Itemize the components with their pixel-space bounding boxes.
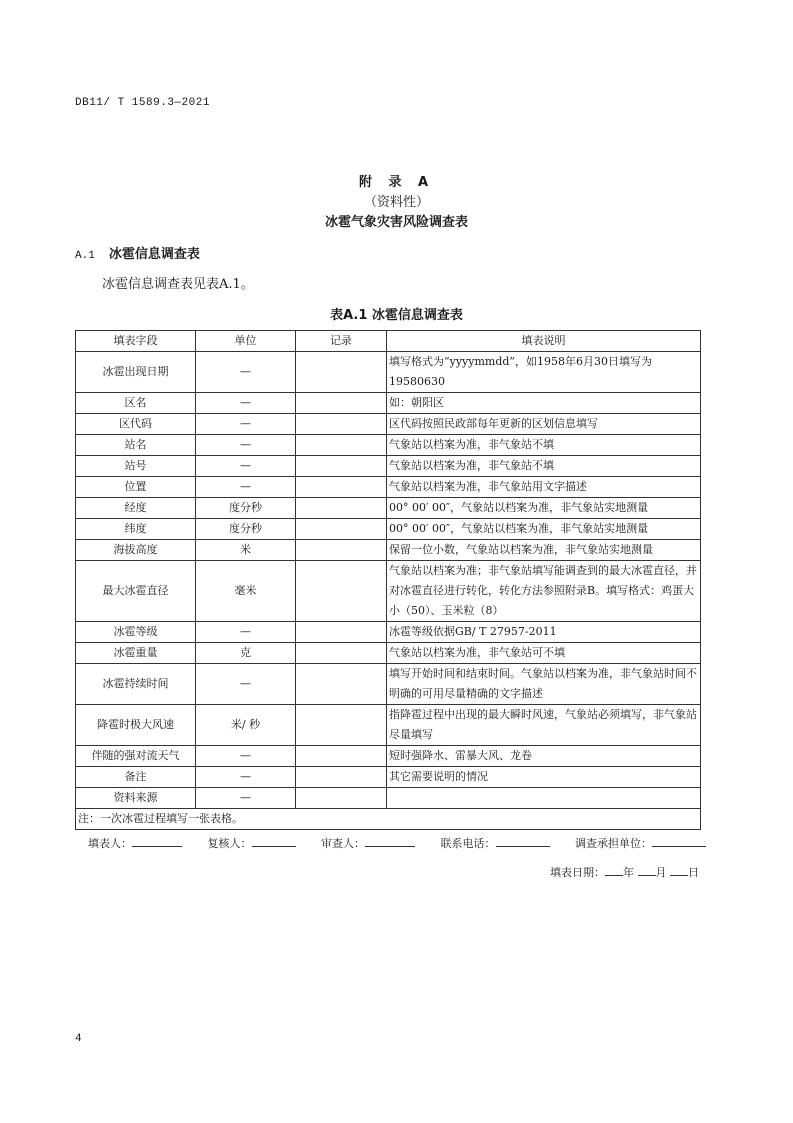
- table-row: [76, 498, 701, 519]
- row-field: 冰雹出现日期: [76, 352, 196, 393]
- row-unit: —: [196, 393, 296, 414]
- table-row: [76, 788, 701, 809]
- table-caption: 表A.1 冰雹信息调查表: [330, 308, 463, 323]
- table-row: [76, 561, 701, 622]
- row-record[interactable]: [296, 393, 387, 414]
- header-record: 记录: [296, 331, 387, 352]
- table-footnote: 注：一次冰雹过程填写一张表格。: [76, 809, 701, 830]
- row-note: 气象站以档案为准；非气象站填写能调查到的最大冰雹直径，并对冰雹直径进行转化，转化方法参照附录B。填写格式：鸡蛋大小（50）、玉米粒（8）: [387, 561, 701, 622]
- auditor-label: 审查人：: [321, 837, 365, 850]
- appendix-type: （资料性）: [363, 195, 429, 210]
- fill-date-line: [550, 864, 699, 880]
- row-field: 冰雹等级: [76, 622, 196, 643]
- row-record[interactable]: [296, 477, 387, 498]
- row-unit: —: [196, 352, 296, 393]
- table-row: [76, 352, 701, 393]
- appendix-title: 冰雹气象灾害风险调查表: [324, 215, 468, 230]
- row-note: 区代码按照民政部每年更新的区划信息填写: [387, 414, 701, 435]
- row-note: 保留一位小数，气象站以档案为准，非气象站实地测量: [387, 540, 701, 561]
- table-row: [76, 705, 701, 746]
- row-record[interactable]: [296, 622, 387, 643]
- header-field: 填表字段: [76, 331, 196, 352]
- row-field: 海拔高度: [76, 540, 196, 561]
- row-field: 区代码: [76, 414, 196, 435]
- row-field: 纬度: [76, 519, 196, 540]
- row-unit: 度分秒: [196, 498, 296, 519]
- unit-blank[interactable]: [652, 835, 706, 847]
- filler-label: 填表人：: [88, 837, 132, 850]
- table-row: [76, 477, 701, 498]
- day-label: 日: [688, 866, 699, 879]
- row-unit: 克: [196, 643, 296, 664]
- table-row: [76, 540, 701, 561]
- row-field: 站号: [76, 456, 196, 477]
- row-unit: —: [196, 788, 296, 809]
- signature-line: [88, 835, 708, 851]
- document-code: DB11/ T 1589.3—2021: [75, 97, 210, 109]
- row-record[interactable]: [296, 788, 387, 809]
- row-note: 气象站以档案为准，非气象站不填: [387, 435, 701, 456]
- row-record[interactable]: [296, 498, 387, 519]
- year-blank[interactable]: [605, 864, 623, 876]
- row-note: 其它需要说明的情况: [387, 767, 701, 788]
- date-label: 填表日期：: [550, 866, 605, 879]
- section-heading: [75, 243, 200, 262]
- row-unit: —: [196, 622, 296, 643]
- row-unit: —: [196, 746, 296, 767]
- row-note: 填写格式为“yyyymmdd”，如1958年6月30日填写为19580630: [387, 352, 701, 393]
- row-field: 站名: [76, 435, 196, 456]
- row-record[interactable]: [296, 414, 387, 435]
- page-number: 4: [75, 1033, 82, 1045]
- hail-survey-table: [75, 330, 701, 830]
- month-label: 月: [655, 866, 667, 879]
- header-note: 填表说明: [387, 331, 701, 352]
- reviewer-blank[interactable]: [252, 835, 296, 847]
- table-row: [76, 622, 701, 643]
- row-note: 如：朝阳区: [387, 393, 701, 414]
- row-field: 冰雹持续时间: [76, 664, 196, 705]
- phone-field: [441, 837, 550, 850]
- table-body: [76, 352, 701, 809]
- row-field: 资料来源: [76, 788, 196, 809]
- row-unit: —: [196, 664, 296, 705]
- auditor-signature: [321, 837, 415, 850]
- header-unit: 单位: [196, 331, 296, 352]
- appendix-label: 附 录 A: [358, 175, 435, 190]
- row-record[interactable]: [296, 456, 387, 477]
- row-unit: 米/ 秒: [196, 705, 296, 746]
- phone-blank[interactable]: [496, 835, 550, 847]
- row-note: 气象站以档案为准，非气象站可不填: [387, 643, 701, 664]
- row-field: 备注: [76, 767, 196, 788]
- year-label: 年: [623, 866, 634, 879]
- row-field: 位置: [76, 477, 196, 498]
- row-record[interactable]: [296, 352, 387, 393]
- table-row: [76, 519, 701, 540]
- row-record[interactable]: [296, 519, 387, 540]
- row-note: 气象站以档案为准，非气象站用文字描述: [387, 477, 701, 498]
- row-note: 气象站以档案为准，非气象站不填: [387, 456, 701, 477]
- filler-blank[interactable]: [132, 835, 182, 847]
- row-record[interactable]: [296, 767, 387, 788]
- row-record[interactable]: [296, 435, 387, 456]
- section-number: A.1: [75, 250, 95, 262]
- day-blank[interactable]: [670, 864, 688, 876]
- row-note: 短时强降水、雷暴大风、龙卷: [387, 746, 701, 767]
- table-row: [76, 643, 701, 664]
- row-unit: —: [196, 456, 296, 477]
- table-row: [76, 664, 701, 705]
- row-note: 填写开始时间和结束时间。气象站以档案为准，非气象站时间不明确的可用尽量精确的文字描述: [387, 664, 701, 705]
- table-row: [76, 435, 701, 456]
- unit-field: [575, 837, 706, 850]
- row-field: 冰雹重量: [76, 643, 196, 664]
- row-unit: 毫米: [196, 561, 296, 622]
- row-unit: 米: [196, 540, 296, 561]
- row-record[interactable]: [296, 664, 387, 705]
- table-header-row: [76, 331, 701, 352]
- row-record[interactable]: [296, 540, 387, 561]
- row-unit: —: [196, 435, 296, 456]
- table-row: [76, 393, 701, 414]
- reviewer-signature: [208, 837, 296, 850]
- row-field: 降雹时极大风速: [76, 705, 196, 746]
- row-record[interactable]: [296, 643, 387, 664]
- table-row: [76, 746, 701, 767]
- row-field: 伴随的强对流天气: [76, 746, 196, 767]
- phone-label: 联系电话：: [440, 837, 496, 850]
- row-note: 00° 00′ 00″，气象站以档案为准，非气象站实地测量: [387, 498, 701, 519]
- row-field: 经度: [76, 498, 196, 519]
- table-row: [76, 456, 701, 477]
- unit-label: 调查承担单位：: [575, 837, 652, 850]
- filler-signature: [88, 837, 182, 850]
- table-footnote-row: [76, 809, 701, 830]
- row-record[interactable]: [296, 746, 387, 767]
- row-field: 最大冰雹直径: [76, 561, 196, 622]
- section-title: 冰雹信息调查表: [108, 247, 200, 262]
- row-record[interactable]: [296, 561, 387, 622]
- row-unit: —: [196, 414, 296, 435]
- row-unit: 度分秒: [196, 519, 296, 540]
- section-paragraph: 冰雹信息调查表见表A.1。: [102, 277, 254, 292]
- row-note: [387, 788, 701, 809]
- table-row: [76, 414, 701, 435]
- row-note: 指降雹过程中出现的最大瞬时风速，气象站必须填写，非气象站尽量填写: [387, 705, 701, 746]
- row-note: 冰雹等级依据GB/ T 27957-2011: [387, 622, 701, 643]
- month-blank[interactable]: [638, 864, 656, 876]
- auditor-blank[interactable]: [365, 835, 415, 847]
- row-field: 区名: [76, 393, 196, 414]
- reviewer-label: 复核人：: [207, 837, 252, 850]
- row-note: 00° 00′ 00″，气象站以档案为准，非气象站实地测量: [387, 519, 701, 540]
- row-unit: —: [196, 477, 296, 498]
- table-row: [76, 767, 701, 788]
- row-record[interactable]: [296, 705, 387, 746]
- row-unit: —: [196, 767, 296, 788]
